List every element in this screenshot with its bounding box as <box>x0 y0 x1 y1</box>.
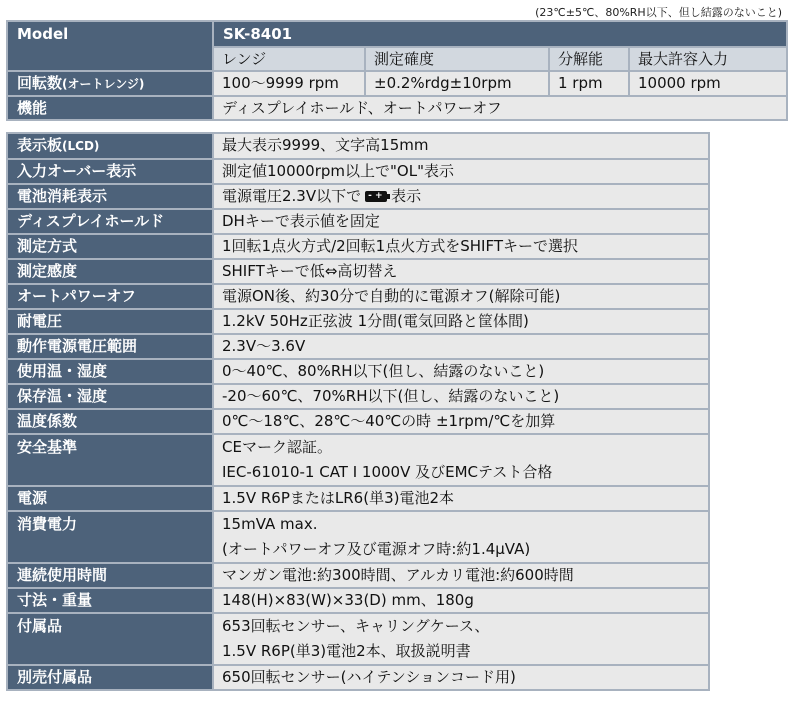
spec-label: 消費電力 <box>7 511 213 563</box>
spec-row <box>7 259 709 284</box>
spec-row <box>7 184 709 209</box>
rpm-max-input: 10000 rpm <box>629 71 787 96</box>
spec-row <box>7 284 709 309</box>
spec-row <box>7 209 709 234</box>
function-value: ディスプレイホールド、オートパワーオフ <box>213 96 787 120</box>
spec-row <box>7 665 709 690</box>
rpm-accuracy: ±0.2%rdg±10rpm <box>365 71 549 96</box>
spec-value-line: 650回転センサー(ハイテンションコード用) <box>222 668 516 686</box>
spec-value-line: 測定値10000rpm以上で"OL"表示 <box>222 162 454 180</box>
spec-value-line: 653回転センサー、キャリングケース、 <box>222 617 490 635</box>
spec-row <box>7 563 709 588</box>
spec-value-line: 1.5V R6P(単3)電池2本、取扱説明書 <box>222 642 471 660</box>
spec-value-line: 0℃～18℃、28℃～40℃の時 ±1rpm/℃を加算 <box>222 412 556 430</box>
spec-value <box>213 486 709 511</box>
spec-value <box>213 434 709 486</box>
spec-value-line: 15mVA max. <box>222 515 318 533</box>
spec-value-line: マンガン電池:約300時間、アルカリ電池:約600時間 <box>222 566 574 584</box>
function-row <box>7 96 787 120</box>
spec-row <box>7 511 709 563</box>
spec-value <box>213 234 709 259</box>
model-value: SK-8401 <box>213 21 787 47</box>
spec-row <box>7 359 709 384</box>
spec-value-line: IEC-61010-1 CAT Ⅰ 1000V 及びEMCテスト合格 <box>222 463 553 481</box>
spec-label: 付属品 <box>7 613 213 665</box>
spec-label: 保存温・湿度 <box>7 384 213 409</box>
rpm-range: 100～9999 rpm <box>213 71 365 96</box>
detail-spec-table <box>6 132 710 691</box>
spec-value-line: 電源ON後、約30分で自動的に電源オフ(解除可能) <box>222 287 561 305</box>
spec-label: 耐電圧 <box>7 309 213 334</box>
spec-label: 表示板(LCD) <box>7 133 213 159</box>
spec-value-line: 1.2kV 50Hz正弦波 1分間(電気回路と筐体間) <box>222 312 529 330</box>
spec-value <box>213 409 709 434</box>
spec-row <box>7 133 709 159</box>
spec-label: 測定方式 <box>7 234 213 259</box>
spec-row <box>7 309 709 334</box>
spec-value: 電源電圧2.3V以下で- + 表示 <box>213 184 709 209</box>
header-resolution: 分解能 <box>549 47 629 71</box>
spec-value-line: 0～40℃、80%RH以下(但し、結露のないこと) <box>222 362 545 380</box>
spec-value <box>213 259 709 284</box>
spec-row <box>7 159 709 184</box>
spec-value <box>213 613 709 665</box>
spec-value-line: 2.3V～3.6V <box>222 337 306 355</box>
header-max-input: 最大許容入力 <box>629 47 787 71</box>
spec-row <box>7 486 709 511</box>
spec-label: 測定感度 <box>7 259 213 284</box>
spec-label: ディスプレイホールド <box>7 209 213 234</box>
spec-value <box>213 665 709 690</box>
spec-label: 使用温・湿度 <box>7 359 213 384</box>
spec-value <box>213 588 709 613</box>
spec-value-line: 1.5V R6PまたはLR6(単3)電池2本 <box>222 489 455 507</box>
spec-value <box>213 511 709 563</box>
spec-label: 寸法・重量 <box>7 588 213 613</box>
spec-label-note: (LCD) <box>62 139 100 153</box>
spec-value <box>213 359 709 384</box>
conditions-note: (23℃±5℃、80%RH以下、但し結露のないこと) <box>535 6 782 19</box>
spec-value <box>213 284 709 309</box>
model-spec-table <box>6 20 788 121</box>
model-row <box>7 21 787 47</box>
spec-value-line: DHキーで表示値を固定 <box>222 212 380 230</box>
spec-label: 安全基準 <box>7 434 213 486</box>
spec-value-line: 最大表示9999、文字高15mm <box>222 136 429 154</box>
rpm-label: 回転数(オートレンジ) <box>7 71 213 96</box>
model-label: Model <box>7 21 213 71</box>
spec-label: 動作電源電圧範囲 <box>7 334 213 359</box>
spec-row <box>7 434 709 486</box>
spec-value-line: (オートパワーオフ及び電源オフ時:約1.4μVA) <box>222 540 531 558</box>
spec-value-line: SHIFTキーで低⇔高切替え <box>222 262 398 280</box>
spec-value <box>213 159 709 184</box>
spec-label: 入力オーバー表示 <box>7 159 213 184</box>
spec-row <box>7 588 709 613</box>
spec-row <box>7 234 709 259</box>
spec-label: 連続使用時間 <box>7 563 213 588</box>
spec-label: 温度係数 <box>7 409 213 434</box>
header-accuracy: 測定確度 <box>365 47 549 71</box>
battery-icon <box>365 191 387 202</box>
header-range: レンジ <box>213 47 365 71</box>
spec-value-line: CEマーク認証。 <box>222 438 332 456</box>
spec-row <box>7 613 709 665</box>
spec-label: 電池消耗表示 <box>7 184 213 209</box>
spec-value <box>213 563 709 588</box>
spec-label: オートパワーオフ <box>7 284 213 309</box>
spec-value-line: 148(H)×83(W)×33(D) mm、180g <box>222 591 474 609</box>
rpm-row <box>7 71 787 96</box>
spec-value <box>213 309 709 334</box>
spec-value-line: -20～60℃、70%RH以下(但し、結露のないこと) <box>222 387 560 405</box>
spec-row <box>7 334 709 359</box>
spec-value <box>213 133 709 159</box>
rpm-label-note: (オートレンジ) <box>62 77 145 91</box>
spec-value <box>213 384 709 409</box>
spec-label: 電源 <box>7 486 213 511</box>
spec-label: 別売付属品 <box>7 665 213 690</box>
spec-row <box>7 409 709 434</box>
spec-value <box>213 209 709 234</box>
rpm-resolution: 1 rpm <box>549 71 629 96</box>
spec-row <box>7 384 709 409</box>
spec-value-line: 1回転1点火方式/2回転1点火方式をSHIFTキーで選択 <box>222 237 578 255</box>
function-label: 機能 <box>7 96 213 120</box>
spec-value <box>213 334 709 359</box>
